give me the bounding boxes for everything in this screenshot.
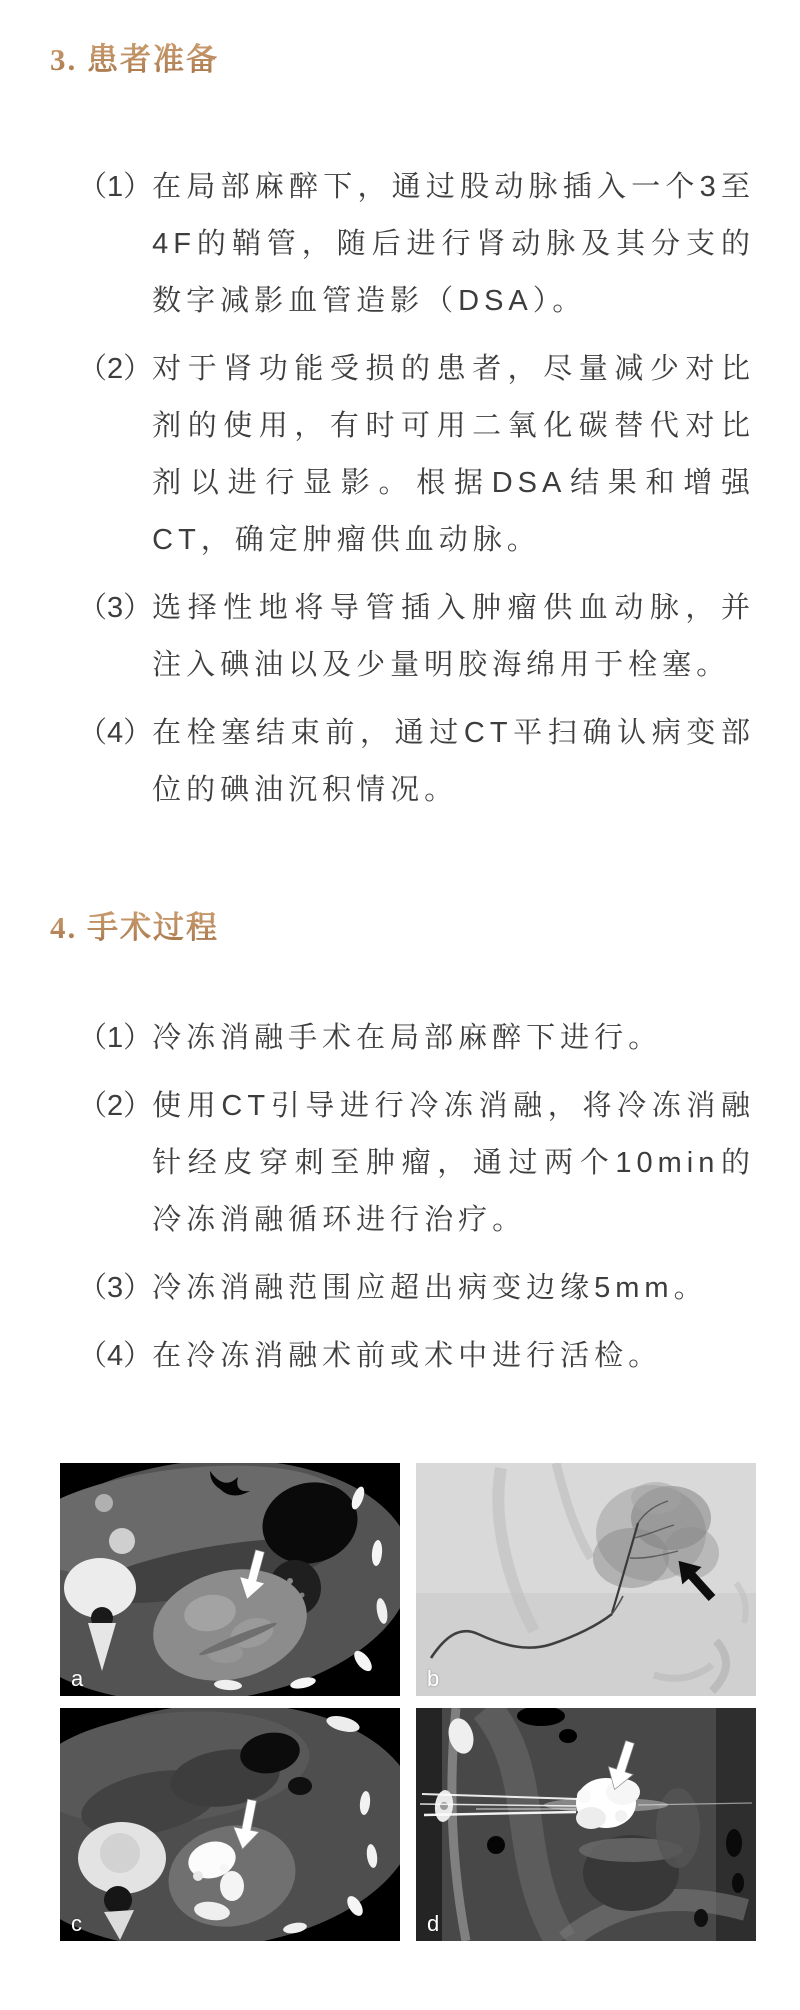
ct-panel-a[interactable]: [60, 1463, 400, 1696]
bottom-margin: [0, 1941, 800, 1970]
item-number: （4）: [78, 717, 153, 749]
figure-grid: [60, 1463, 756, 1941]
list-item: [0, 1010, 755, 1067]
list-item: [0, 1260, 755, 1317]
item-text: 冷冻消融范围应超出病变边缘5mm。: [152, 1272, 708, 1304]
list-item: [0, 1328, 755, 1385]
item-text: 选择性地将导管插入肿瘤供血动脉，并注入碘油以及少量明胶海绵用于栓塞。: [152, 592, 755, 681]
item-number: （2）: [78, 1090, 153, 1122]
item-number: （1）: [78, 1022, 153, 1054]
section-3-heading: 3. 患者准备: [50, 40, 800, 80]
list-item: [0, 580, 755, 694]
list-item: [0, 341, 755, 569]
item-text: 冷冻消融手术在局部麻醉下进行。: [152, 1022, 663, 1054]
procedure-list: [0, 1010, 800, 1385]
section-4-heading: 4. 手术过程: [50, 908, 800, 948]
list-item: [0, 705, 755, 819]
item-number: （3）: [78, 1272, 153, 1304]
panel-label-a: a: [71, 1666, 84, 1691]
item-number: （1）: [78, 171, 153, 203]
item-text: 在栓塞结束前，通过CT平扫确认病变部位的碘油沉积情况。: [152, 717, 755, 806]
ct-scan-image-c: [60, 1708, 400, 1941]
list-item: [0, 159, 755, 330]
panel-label-c: c: [71, 1911, 82, 1936]
ct-scan-image-d: [416, 1708, 756, 1941]
article-page: [0, 40, 800, 2010]
ct-scan-image-a: [60, 1463, 400, 1696]
ct-panel-c[interactable]: [60, 1708, 400, 1941]
item-number: （4）: [78, 1340, 153, 1372]
dsa-image-b: [416, 1463, 756, 1696]
ct-panel-d[interactable]: [416, 1708, 756, 1941]
item-text: 在局部麻醉下，通过股动脉插入一个3至4F的鞘管，随后进行肾动脉及其分支的数字减影血管造影（DSA）。: [152, 171, 755, 317]
patient-prep-list: [0, 159, 800, 819]
panel-label-d: d: [427, 1911, 440, 1936]
item-number: （3）: [78, 592, 153, 624]
list-item: [0, 1078, 755, 1249]
item-text: 使用CT引导进行冷冻消融，将冷冻消融针经皮穿刺至肿瘤，通过两个10min的冷冻消融循环进行治疗。: [152, 1090, 755, 1236]
item-text: 在冷冻消融术前或术中进行活检。: [152, 1340, 663, 1372]
panel-label-b: b: [427, 1666, 440, 1691]
item-number: （2）: [78, 353, 153, 385]
dsa-panel-b[interactable]: [416, 1463, 756, 1696]
item-text: 对于肾功能受损的患者，尽量减少对比剂的使用，有时可用二氧化碳替代对比剂以进行显影。根据DSA结果和增强CT，确定肿瘤供血动脉。: [152, 353, 755, 556]
